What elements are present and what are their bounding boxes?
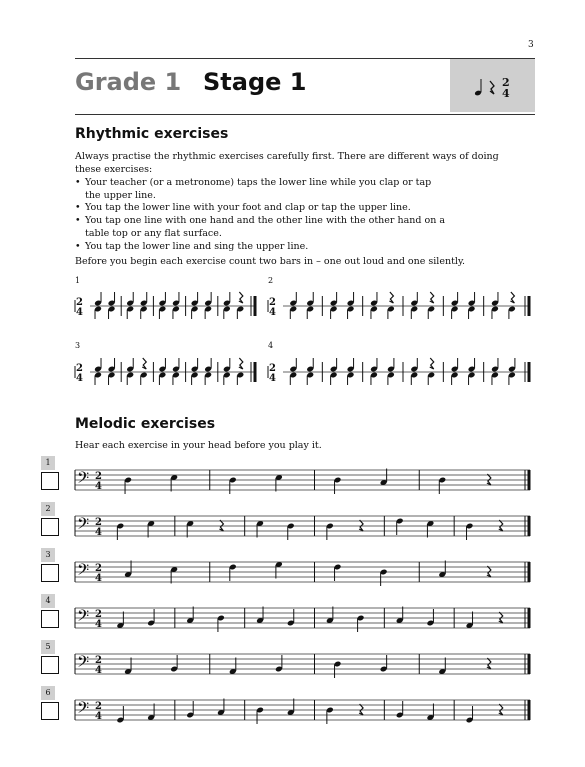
melodic-exercise-2 [75,515,530,540]
time-sig-bottom: 4 [95,665,102,676]
time-sig-bottom: 4 [269,373,276,384]
bass-clef-icon: 𝄢 [77,699,90,721]
melodic-exercise-number: 2 [41,502,55,516]
melodic-exercise-4 [75,607,530,633]
crotchet-rest [359,704,363,715]
crotchet-rest [499,520,503,531]
time-sig-bottom: 4 [76,373,83,384]
page-number: 3 [528,40,534,50]
time-sig-top: 2 [269,297,276,308]
rhythm-exercise-number: 1 [75,276,81,285]
crotchet-rest [487,566,491,577]
bass-clef-icon: 𝄢 [77,653,90,675]
melodic-exercise-5 [75,653,530,678]
crotchet-rest [487,658,491,669]
melodic-exercise-number: 6 [41,686,55,700]
bass-clef-icon: 𝄢 [77,515,90,537]
melodic-exercise-number: 3 [41,548,55,562]
list-item-text: • Your teacher (or a metronome) taps the lower line while you clap or tap the upper line. [85,177,432,201]
melodic-intro: Hear each exercise in your head before you play it. [75,440,322,451]
rhythmic-exercises-heading: Rhythmic exercises [75,126,229,142]
bass-clef-icon: 𝄢 [77,607,90,629]
time-sig-bottom: 4 [95,481,102,492]
time-sig-top: 2 [76,297,83,308]
list-item-text: • You tap one line with one hand and the other line with the other hand on a table top or any flat surface. [85,215,446,239]
crotchet-rest [499,704,503,715]
time-sig-top: 2 [76,363,83,374]
time-sig-top: 2 [502,76,510,89]
grade-label: Grade 1 [75,68,182,96]
time-sig-bottom: 4 [76,307,83,318]
bass-clef-icon: 𝄢 [77,561,90,583]
time-sig-top: 2 [95,701,102,712]
melodic-exercises-heading: Melodic exercises [75,416,216,432]
list-item-text: • You tap the lower line with your foot and clap or tap the upper line. [85,202,411,214]
melodic-exercise-6 [75,699,530,725]
melodic-exercise-3 [75,561,530,587]
crotchet-rest [219,520,223,531]
time-sig-top: 2 [95,609,102,620]
rhythm-exercise-number: 4 [268,341,274,350]
count-in-note: Before you begin each exercise count two bars in – one out loud and one silently. [75,256,466,267]
crotchet-rest [499,612,503,623]
time-sig-top: 2 [269,363,276,374]
time-sig-bottom: 4 [269,307,276,318]
time-sig-top: 2 [95,563,102,574]
stage-label: Stage 1 [203,68,307,96]
time-sig-bottom: 4 [95,573,102,584]
melodic-exercise-number: 5 [41,640,55,654]
time-sig-bottom: 4 [95,711,102,722]
time-sig-top: 2 [95,655,102,666]
time-sig-top: 2 [95,517,102,528]
time-sig-top: 2 [95,471,102,482]
crotchet-rest [359,520,363,531]
rhythm-exercise-number: 3 [75,341,81,350]
rhythmic-intro: Always practise the rhythmic exercises carefully first. There are different ways of doing these exercises: [75,151,499,175]
crotchet-rest [487,474,491,485]
melodic-exercise-1 [75,469,530,495]
melodic-exercise-number: 1 [41,456,55,470]
melodic-exercise-number: 4 [41,594,55,608]
bass-clef-icon: 𝄢 [77,469,90,491]
list-item-text: • You tap the lower line and sing the upper line. [85,240,309,252]
rhythm-exercise-number: 2 [268,276,274,285]
time-sig-bottom: 4 [95,527,102,538]
time-sig-bottom: 4 [95,619,102,630]
time-sig-bottom: 4 [502,87,510,99]
